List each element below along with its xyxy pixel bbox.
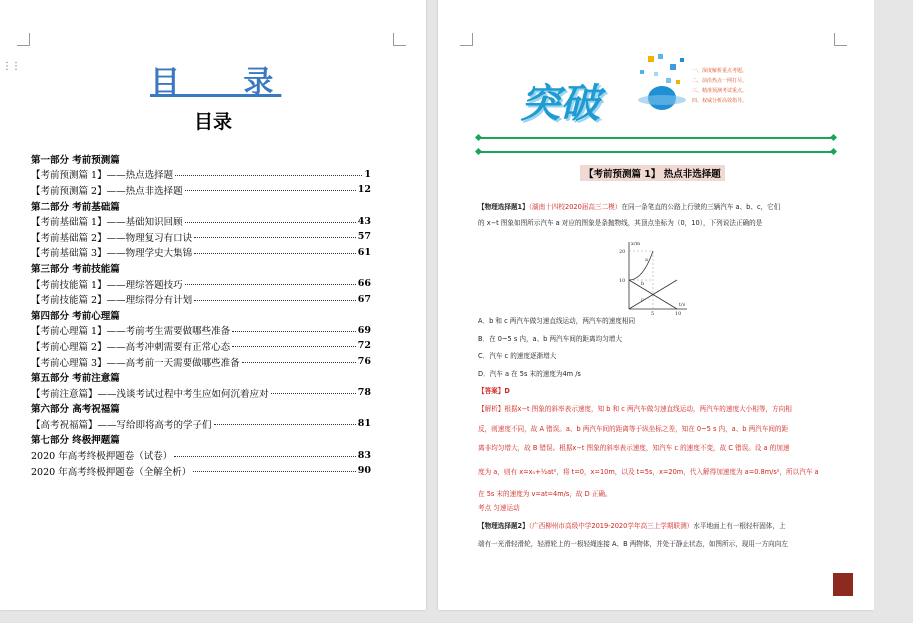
graph-y-axis-label: x/m bbox=[631, 241, 641, 247]
toc-page-number: 1 bbox=[364, 168, 371, 180]
graph-curve-label: c bbox=[641, 297, 644, 303]
toc-entry-title: 第五部分 考前注意篇 bbox=[31, 373, 120, 385]
margin-corner-top-left bbox=[460, 33, 473, 46]
toc-leader-dots bbox=[185, 216, 356, 223]
toc-leader-dots bbox=[214, 418, 356, 425]
toc-leader-dots bbox=[185, 184, 356, 191]
toc-heading: 目录 bbox=[193, 111, 232, 133]
toc-entry-title: 第二部分 考前基础篇 bbox=[31, 201, 120, 213]
document-page-left[interactable] bbox=[0, 0, 426, 610]
toc-leader-dots bbox=[194, 294, 356, 301]
toc-leader-dots bbox=[193, 465, 356, 472]
question-2-text bbox=[478, 517, 838, 553]
toc-leader-dots bbox=[232, 340, 356, 347]
toc-entry-title: 【考前基础篇 2】——物理复习有口诀 bbox=[31, 232, 193, 244]
section-header: 【考前预测篇 1】 热点非选择题 bbox=[580, 165, 725, 181]
analysis-line: 【解析】根据x−t 图象的斜率表示速度，知 b 和 c 两汽车做匀速直线运动，两汽车的速度大小相等，方向相 bbox=[478, 405, 792, 413]
toc-leader-dots bbox=[194, 231, 356, 238]
toc-entry-title: 【考前技能篇 1】——理综答题技巧 bbox=[31, 279, 183, 291]
banner-list-item: 四、权威分析高效指导。 bbox=[692, 98, 748, 104]
toc-entry-title: 【考前注意篇】——浅谈考试过程中考生应如何沉着应对 bbox=[31, 388, 269, 400]
banner-title: 突破 bbox=[520, 81, 600, 127]
question-1-options bbox=[478, 313, 838, 401]
option-b: B．在 0~5 s 内，a、b 两汽车间的距离均匀增大 bbox=[478, 334, 622, 343]
question-label: 【物理选择题2】 bbox=[478, 522, 529, 530]
question-source: （湖南十四校2020届高三二模） bbox=[528, 203, 622, 211]
toc-page-number: 69 bbox=[357, 324, 371, 336]
banner-decoration-icon bbox=[610, 50, 695, 130]
toc-heading-large: 目 录 bbox=[150, 65, 282, 100]
toc-leader-dots bbox=[185, 278, 356, 285]
toc-leader-dots bbox=[174, 450, 356, 457]
knowledge-point: 考点 匀速运动 bbox=[478, 504, 520, 512]
toc-section bbox=[31, 401, 371, 417]
toc-page-number: 90 bbox=[357, 465, 371, 477]
toc-entry-title: 第七部分 终极押题篇 bbox=[31, 435, 120, 447]
option-d: D．汽车 a 在 5s 末的速度为4m /s bbox=[478, 369, 581, 378]
toc-page-number: 76 bbox=[357, 356, 371, 368]
toc-page-number: 83 bbox=[357, 449, 371, 461]
banner-list-item: 一、深度解析重点考题。 bbox=[692, 68, 748, 74]
analysis-line: 在 5s 末的速度为 v=at=4m/s，故 D 正确。 bbox=[478, 489, 612, 498]
answer: 【答案】D bbox=[478, 387, 510, 395]
banner-list-item: 二、前沿热点一网打尽。 bbox=[692, 78, 748, 84]
toc-section bbox=[31, 369, 371, 385]
toc-entry-title: 【考前预测篇 1】——热点选择题 bbox=[31, 170, 174, 182]
toc-section bbox=[31, 198, 371, 214]
graph-curve-label: a bbox=[645, 257, 648, 263]
toc-page-number: 61 bbox=[357, 246, 371, 258]
toc-entry-title: 第四部分 考前心理篇 bbox=[31, 310, 120, 322]
divider-line bbox=[478, 137, 834, 139]
toc-page-number: 72 bbox=[357, 340, 371, 352]
toc-entry[interactable] bbox=[31, 385, 371, 401]
graph-y-tick: 10 bbox=[619, 278, 626, 284]
toc-page-number: 57 bbox=[357, 231, 371, 243]
toc-entry-title: 【考前基础篇 1】——基础知识回顾 bbox=[31, 217, 183, 229]
question-label: 【物理选择题1】 bbox=[478, 203, 529, 211]
graph-y-tick: 20 bbox=[619, 249, 626, 255]
option-c: C．汽车 c 的速度逐渐增大 bbox=[478, 352, 557, 360]
toc-entry[interactable] bbox=[31, 463, 371, 479]
margin-corner-top-left bbox=[17, 33, 30, 46]
toc-entry[interactable] bbox=[31, 213, 371, 229]
toc-leader-dots bbox=[175, 169, 362, 176]
toc-entry-title: 第六部分 高考祝福篇 bbox=[31, 404, 120, 416]
toc-section bbox=[31, 432, 371, 448]
toc-entry-title: 【高考祝福篇】——写给即将高考的学子们 bbox=[31, 419, 212, 431]
table-of-contents bbox=[31, 151, 371, 478]
divider-line bbox=[478, 151, 834, 153]
toc-section bbox=[31, 307, 371, 323]
toc-entry-title: 【考前基础篇 3】——物理学史大集锦 bbox=[31, 248, 193, 260]
graph-x-tick: 10 bbox=[675, 311, 682, 315]
window-edge bbox=[874, 0, 913, 623]
toc-entry[interactable] bbox=[31, 416, 371, 432]
margin-corner-top-right bbox=[393, 33, 406, 46]
toc-section bbox=[31, 151, 371, 167]
toc-entry[interactable] bbox=[31, 447, 371, 463]
toc-entry[interactable] bbox=[31, 354, 371, 370]
toc-entry-title: 【考前心理篇 1】——考前考生需要做哪些准备 bbox=[31, 326, 231, 338]
analysis-line: 度为 a，则有 x=x₀+½at²，将 t=0，x=10m，以及 t=5s，x=20m，代入解得加速度为 a=0.8m/s²，所以汽车 a bbox=[478, 467, 819, 476]
question-stem: 水平地面上有一根轻杆固体，上 bbox=[693, 522, 786, 530]
question-source: （广西柳州市高级中学2019-2020学年高三上学期联测） bbox=[528, 522, 694, 530]
toc-entry[interactable] bbox=[31, 338, 371, 354]
toc-entry-title: 【考前预测篇 2】——热点非选择题 bbox=[31, 185, 183, 197]
analysis-line: 反，则速度不同，故 A 错误。a、b 两汽车间的距离等于纵坐标之差，知在 0~5 s 内，a、b 两汽车间的距 bbox=[478, 424, 789, 433]
margin-corner-top-right bbox=[834, 33, 847, 46]
toc-leader-dots bbox=[194, 247, 356, 254]
analysis bbox=[478, 400, 838, 504]
toc-page-number: 66 bbox=[357, 278, 371, 290]
toc-page-number: 78 bbox=[357, 387, 371, 399]
banner-list-item: 三、精准预测考试重点。 bbox=[692, 88, 748, 94]
drag-handle-icon[interactable]: ⋮⋮ bbox=[2, 61, 20, 72]
graph-curve-label: b bbox=[641, 281, 645, 287]
toc-page-number: 12 bbox=[357, 184, 371, 196]
toc-entry[interactable] bbox=[31, 229, 371, 245]
graph-x-tick: 5 bbox=[651, 311, 655, 315]
toc-entry[interactable] bbox=[31, 182, 371, 198]
question-stem: 在同一条笔直的公路上行驶的三辆汽车 a、b、c，它们 bbox=[621, 203, 781, 211]
xt-graph bbox=[617, 237, 692, 315]
banner-list bbox=[692, 66, 747, 106]
toc-entry-title: 【考前心理篇 2】——高考冲刺需要有正常心态 bbox=[31, 341, 231, 353]
option-a: A．b 和 c 两汽车做匀速直线运动，两汽车的速度相同 bbox=[478, 317, 636, 325]
graph-x-axis-label: t/s bbox=[679, 302, 686, 308]
toc-page-number: 43 bbox=[357, 215, 371, 227]
toc-entry[interactable] bbox=[31, 276, 371, 292]
toc-leader-dots bbox=[242, 356, 356, 363]
toc-entry-title: 【考前心理篇 3】——高考前一天需要做哪些准备 bbox=[31, 357, 240, 369]
toc-entry[interactable] bbox=[31, 323, 371, 339]
toc-entry-title: 2020 年高考终极押题卷（全解全析） bbox=[31, 466, 192, 478]
toc-entry-title: 【考前技能篇 2】——理综得分有计划 bbox=[31, 295, 193, 307]
analysis-line: 离非均匀增大，故 B 错误。根据x−t 图象的斜率表示速度，知汽车 c 的速度不变，故 C 错误。设 a 的加速 bbox=[478, 444, 790, 452]
toc-entry-title: 第一部分 考前预测篇 bbox=[31, 154, 120, 166]
toc-entry-title: 2020 年高考终极押题卷（试卷） bbox=[31, 451, 173, 463]
toc-section bbox=[31, 260, 371, 276]
page-marker-icon bbox=[833, 573, 853, 596]
question-1-text bbox=[478, 199, 838, 231]
toc-entry-title: 第三部分 考前技能篇 bbox=[31, 263, 120, 275]
toc-leader-dots bbox=[271, 387, 356, 394]
question-stem: 端有一光滑轻滑轮，轻滑轮上的一根轻绳连接 A、B 两物体，并处于静止状态，如图所示，现用一方向向左 bbox=[478, 540, 788, 548]
question-stem: 的 x−t 图象如图所示汽车 a 对应的图象是条抛物线，其顶点坐标为（0，10），下列说法正确的是 bbox=[478, 219, 763, 227]
toc-entry[interactable] bbox=[31, 167, 371, 183]
toc-entry[interactable] bbox=[31, 245, 371, 261]
toc-leader-dots bbox=[232, 325, 356, 332]
toc-entry[interactable] bbox=[31, 291, 371, 307]
toc-page-number: 81 bbox=[357, 418, 371, 430]
toc-page-number: 67 bbox=[357, 293, 371, 305]
